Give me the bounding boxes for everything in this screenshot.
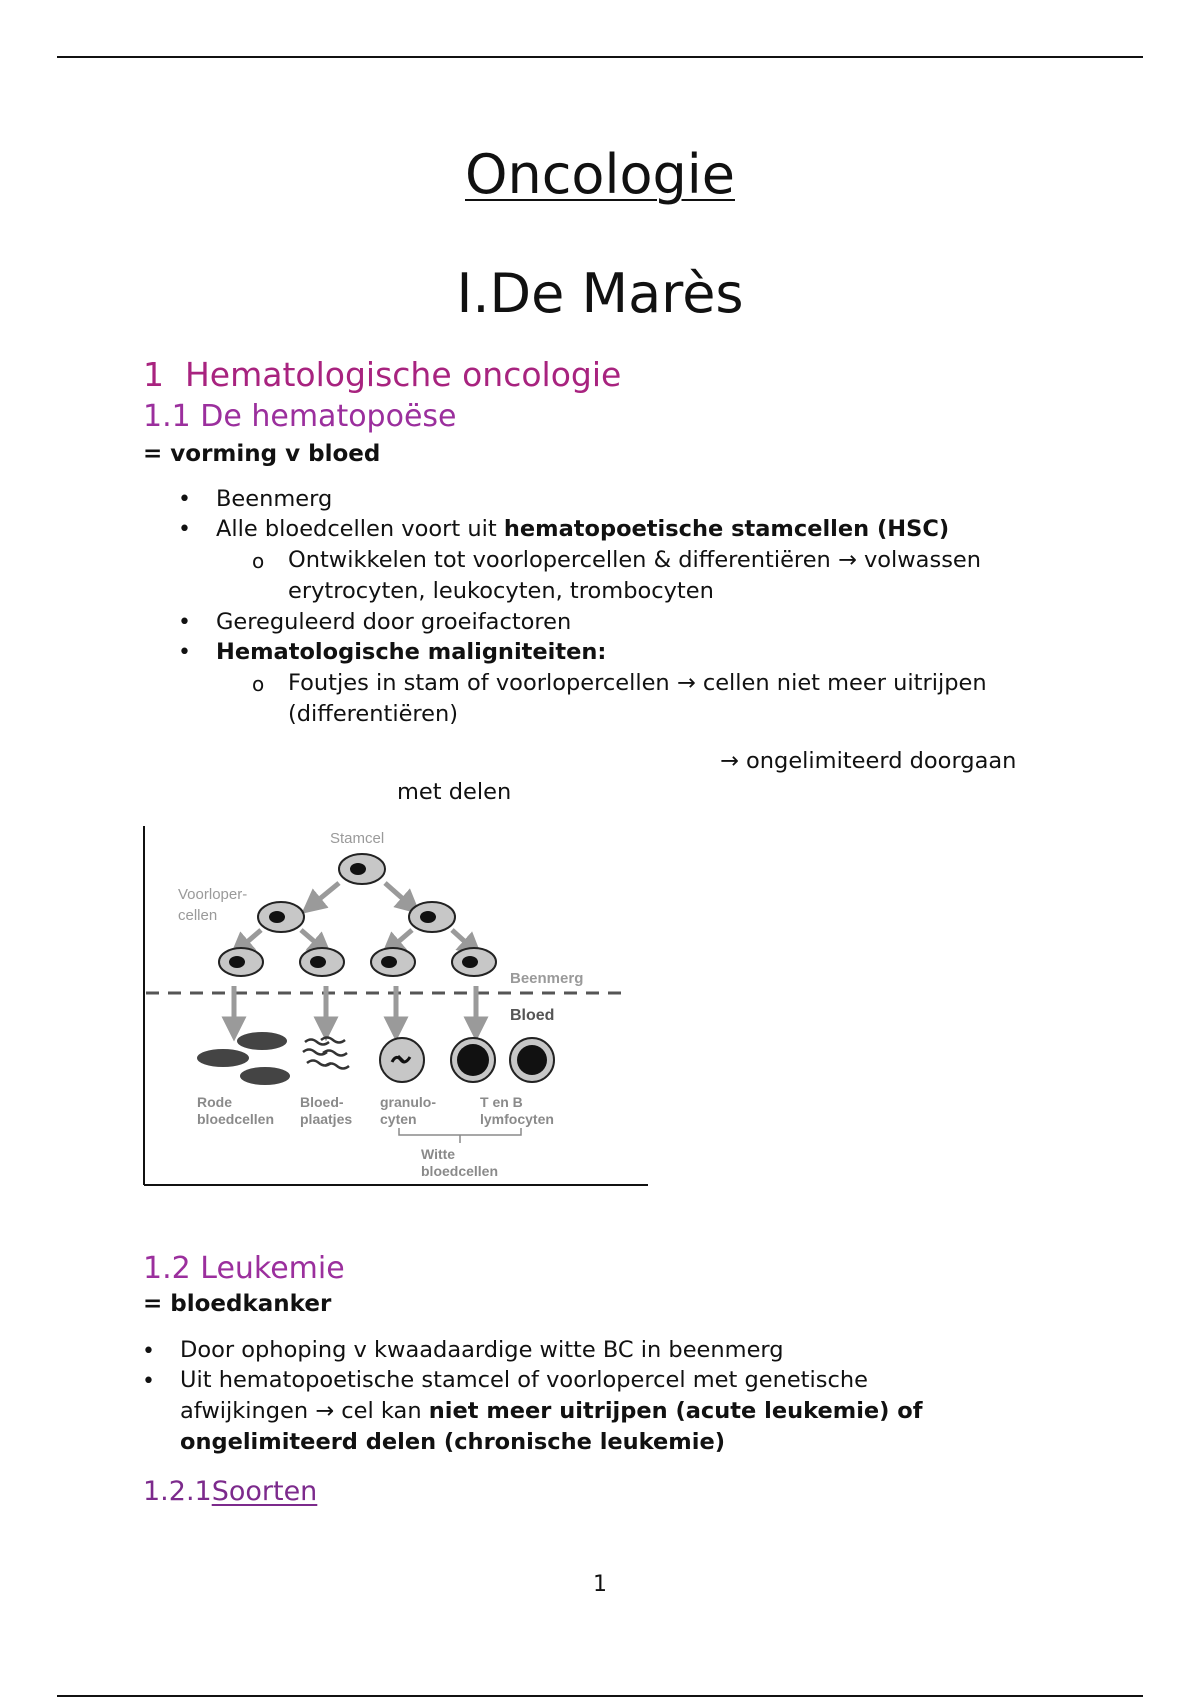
list-item: Uit hematopoetische stamcel of voorlopercel met genetische afwijkingen → cel kan niet meer uitrijpen (acute leukemie) of ongelimiteerd delen (chronische leukemie)	[180, 1367, 923, 1455]
arrow-continuation: → ongelimiteerd doorgaan	[720, 748, 1017, 774]
list-item: Hematologische maligniteiten:	[216, 639, 607, 665]
footer-rule	[57, 1695, 1143, 1697]
arrow	[239, 930, 261, 949]
progenitor-cell	[258, 902, 304, 932]
label-bloed: Bloed	[510, 1007, 555, 1024]
label-witte: Witte	[421, 1146, 456, 1162]
document-author: I.De Marès	[456, 262, 744, 325]
bullet-dot: •	[178, 640, 191, 665]
list-item: Beenmerg	[216, 486, 333, 512]
section-1-1-definition: = vorming v bloed	[143, 441, 381, 467]
red-blood-cells	[197, 1032, 290, 1085]
label-beenmerg: Beenmerg	[510, 970, 584, 987]
arrow	[301, 930, 323, 949]
bullet-dot: •	[178, 610, 191, 635]
document-title: Oncologie	[465, 143, 735, 206]
arrow	[390, 930, 412, 949]
lymphocyte	[451, 1038, 495, 1082]
label-plaatjes: plaatjes	[300, 1111, 353, 1127]
section-1-heading: 1 Hematologische oncologie	[143, 355, 622, 394]
section-1-2-heading: 1.2 Leukemie	[143, 1251, 345, 1286]
granulocyte	[380, 1038, 424, 1082]
section-1-1-heading: 1.1 De hematopoëse	[143, 399, 457, 434]
label-lymfocyten: lymfocyten	[480, 1111, 554, 1127]
stem-cell	[339, 854, 385, 884]
label-stamcel: Stamcel	[330, 830, 385, 847]
sub-bullet-marker: o	[252, 549, 265, 573]
list-item: Alle bloedcellen voort uit hematopoetische stamcellen (HSC)	[216, 516, 950, 542]
label-cyten: cyten	[380, 1111, 417, 1127]
progenitor-cell	[300, 948, 344, 976]
label-bloedcellen: bloedcellen	[197, 1111, 275, 1127]
bullet-dot: •	[142, 1369, 155, 1394]
label-witte-bloedcellen: bloedcellen	[421, 1163, 499, 1179]
sub-bullet-marker: o	[252, 672, 265, 696]
label-rode: Rode	[197, 1094, 232, 1110]
white-cells-bracket	[399, 1128, 521, 1143]
section-1-2-1-heading: 1.2.1Soorten	[143, 1476, 318, 1507]
hematopoiesis-diagram	[143, 826, 648, 1186]
sub-list-item: Ontwikkelen tot voorlopercellen & differentiëren → volwassen erytrocyten, leukocyten, trombocyten	[288, 547, 982, 604]
progenitor-cell	[219, 948, 263, 976]
sub-list-item: Foutjes in stam of voorlopercellen → cellen niet meer uitrijpen (differentiëren)	[288, 670, 987, 727]
label-voorloper: Voorloper-	[178, 886, 248, 903]
bullet-dot: •	[142, 1339, 155, 1364]
progenitor-cell	[371, 948, 415, 976]
arrow	[385, 883, 411, 906]
arrow	[452, 930, 473, 949]
list-item: Door ophoping v kwaadaardige witte BC in beenmerg	[180, 1337, 784, 1363]
progenitor-cell	[452, 948, 496, 976]
label-voorloper-2: cellen	[178, 907, 218, 924]
bullet-dot: •	[178, 517, 191, 542]
platelets	[303, 1038, 349, 1069]
page-number: 1	[593, 1572, 607, 1597]
label-bloed-: Bloed-	[300, 1094, 344, 1110]
label-granulo: granulo-	[380, 1094, 436, 1110]
header-rule	[57, 56, 1143, 58]
lymphocyte	[510, 1038, 554, 1082]
list-item: Gereguleerd door groeifactoren	[216, 609, 572, 635]
arrow	[311, 883, 339, 906]
bullet-dot: •	[178, 487, 191, 512]
section-1-2-definition: = bloedkanker	[143, 1291, 332, 1317]
continuation-text: met delen	[397, 779, 512, 805]
progenitor-cell	[409, 902, 455, 932]
label-t-en-b: T en B	[480, 1094, 523, 1110]
